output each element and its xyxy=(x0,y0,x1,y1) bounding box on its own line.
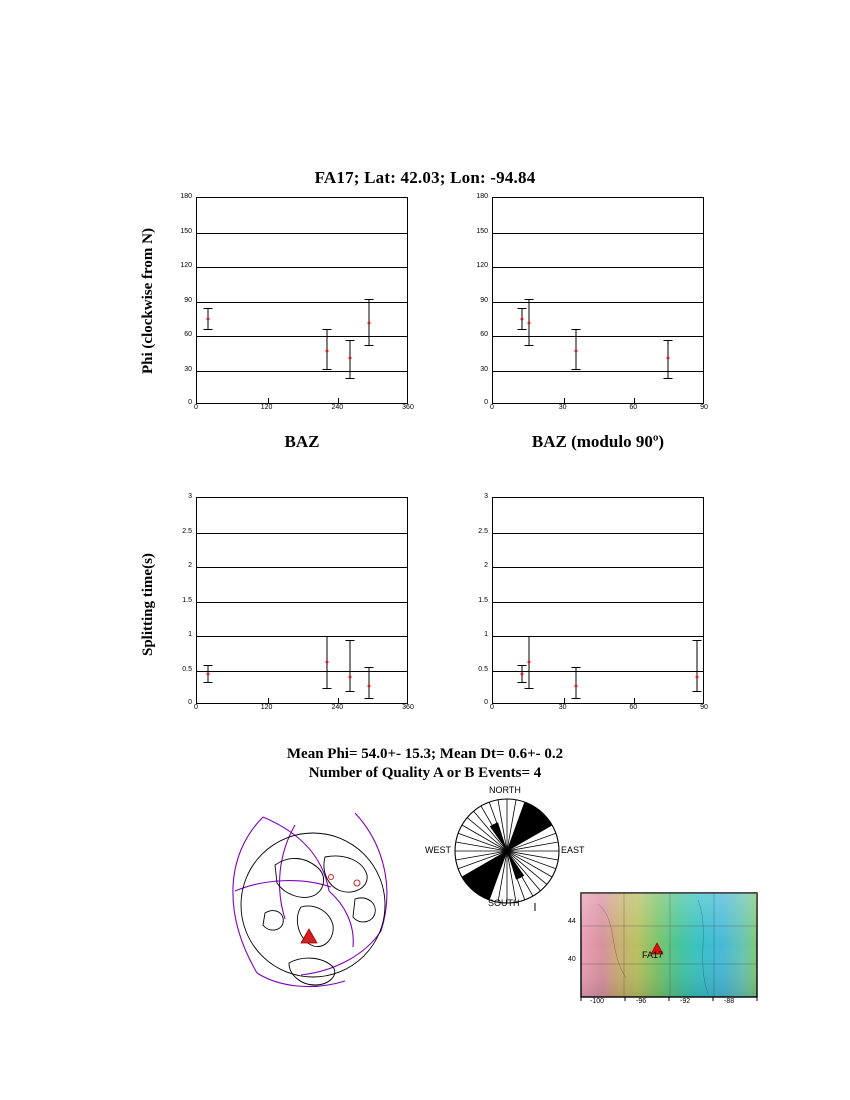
xtick-label: 0 xyxy=(194,704,198,711)
ytick-label: 2.5 xyxy=(478,527,488,535)
ytick-label: 1 xyxy=(188,631,192,638)
event-marker xyxy=(329,875,334,880)
xtick-label: 360 xyxy=(402,704,414,711)
error-bar xyxy=(322,198,332,405)
ytick-label: 90 xyxy=(184,296,192,304)
map-lat-label: 44 xyxy=(568,918,576,925)
rose-label-east: EAST xyxy=(561,845,585,855)
ytick-label: 2 xyxy=(188,562,192,569)
xtick-label: 0 xyxy=(490,404,494,411)
rose-label-north: NORTH xyxy=(489,785,521,795)
xtick xyxy=(338,698,339,703)
gridline xyxy=(197,371,407,372)
gridline xyxy=(197,602,407,603)
gridline xyxy=(197,233,407,234)
gridline xyxy=(197,671,407,672)
ytick-label: 90 xyxy=(480,296,488,304)
error-bar xyxy=(524,498,534,705)
chart-dt-vs-baz xyxy=(196,497,408,704)
xtick-label: 120 xyxy=(260,404,273,411)
ytick-label: 120 xyxy=(180,262,192,269)
ytick-label: 0.5 xyxy=(182,665,192,673)
ytick-label: 0 xyxy=(188,399,192,406)
rose-label-west: WEST xyxy=(425,845,451,855)
rose-diagram xyxy=(425,785,590,920)
ytick-label: 1.5 xyxy=(478,596,488,604)
gridline xyxy=(197,636,407,637)
xtick-label: 90 xyxy=(700,704,708,711)
xtick xyxy=(268,698,269,703)
xtick xyxy=(634,698,635,703)
map-lon-label: -92 xyxy=(680,998,691,1005)
xtick xyxy=(634,398,635,403)
error-bar xyxy=(322,498,332,705)
page-title: FA17; Lat: 42.03; Lon: -94.84 xyxy=(314,168,536,187)
ytick-label: 180 xyxy=(476,193,488,200)
xtick xyxy=(564,698,565,703)
ytick-label: 60 xyxy=(184,331,192,338)
station-location-map xyxy=(568,890,760,1008)
ytick-label: 30 xyxy=(480,365,488,373)
chart-dt-vs-baz-mod90 xyxy=(492,497,704,704)
mean-phi-dt-text: Mean Phi= 54.0+- 15.3; Mean Dt= 0.6+- 0.2 xyxy=(286,746,564,762)
gridline xyxy=(197,267,407,268)
error-bar xyxy=(524,198,534,405)
xtick-label: 60 xyxy=(629,404,638,411)
ytick-label: 180 xyxy=(180,193,192,200)
gridline xyxy=(197,533,407,534)
error-bar xyxy=(345,498,355,705)
error-bar xyxy=(663,198,673,405)
event-marker xyxy=(354,880,360,886)
station-marker xyxy=(301,929,317,943)
rose-label-south: SOUTH xyxy=(488,898,520,908)
event-count-text: Number of Quality A or B Events= 4 xyxy=(308,765,542,781)
xtick-label: 360 xyxy=(402,404,414,411)
map-lon-label: -96 xyxy=(636,998,647,1005)
error-bar xyxy=(203,198,213,405)
error-bar xyxy=(692,498,702,705)
gridline xyxy=(197,302,407,303)
ytick-label: 3 xyxy=(188,493,192,500)
ytick-label: 1.5 xyxy=(182,596,192,604)
error-bar xyxy=(364,498,374,705)
chart-phi-vs-baz-mod90 xyxy=(492,197,704,404)
chart-phi-vs-baz xyxy=(196,197,408,404)
ytick-label: 0.5 xyxy=(478,665,488,673)
map-lat-label: 40 xyxy=(568,956,576,963)
ytick-label: 150 xyxy=(180,227,192,235)
summary-block xyxy=(0,745,850,783)
ytick-label: 150 xyxy=(476,227,488,235)
global-event-map xyxy=(205,795,420,1005)
ytick-label: 0 xyxy=(188,699,192,706)
map-lon-label: -88 xyxy=(724,998,735,1005)
ytick-label: 1 xyxy=(484,631,488,638)
ytick-label: 30 xyxy=(184,365,192,373)
xtick-label: 60 xyxy=(629,704,638,711)
xtick-label: 0 xyxy=(490,704,494,711)
ytick-label: 0 xyxy=(484,399,488,406)
map-lon-label: -100 xyxy=(590,998,605,1005)
station-map-svg xyxy=(578,890,760,1008)
phi-axis-title: Phi (clockwise from N) xyxy=(140,228,156,374)
xtick xyxy=(338,398,339,403)
error-bar xyxy=(571,198,581,405)
xtick-label: 240 xyxy=(331,704,344,711)
error-bar xyxy=(345,198,355,405)
xtick-label: 30 xyxy=(558,704,567,711)
xtick xyxy=(268,398,269,403)
error-bar xyxy=(364,198,374,405)
gridline xyxy=(197,336,407,337)
xtick-label: 30 xyxy=(558,404,567,411)
ytick-label: 0 xyxy=(484,699,488,706)
xtick xyxy=(564,398,565,403)
xtick-label: 120 xyxy=(260,704,273,711)
baz-mod90-axis-title: BAZ (modulo 90º) xyxy=(531,432,665,451)
error-bar xyxy=(571,498,581,705)
xtick-label: 240 xyxy=(331,404,344,411)
error-bar xyxy=(203,498,213,705)
ytick-label: 2.5 xyxy=(182,527,192,535)
splitting-time-axis-title: Splitting time(s) xyxy=(140,553,156,657)
globe-svg xyxy=(205,795,420,1005)
ytick-label: 60 xyxy=(480,331,488,338)
xtick-label: 0 xyxy=(194,404,198,411)
xtick-label: 90 xyxy=(700,404,708,411)
map-station-name: FA17 xyxy=(642,950,664,960)
gridline xyxy=(197,567,407,568)
ytick-label: 120 xyxy=(476,262,488,269)
ytick-label: 2 xyxy=(484,562,488,569)
baz-axis-title: BAZ xyxy=(284,432,320,451)
ytick-label: 3 xyxy=(484,493,488,500)
